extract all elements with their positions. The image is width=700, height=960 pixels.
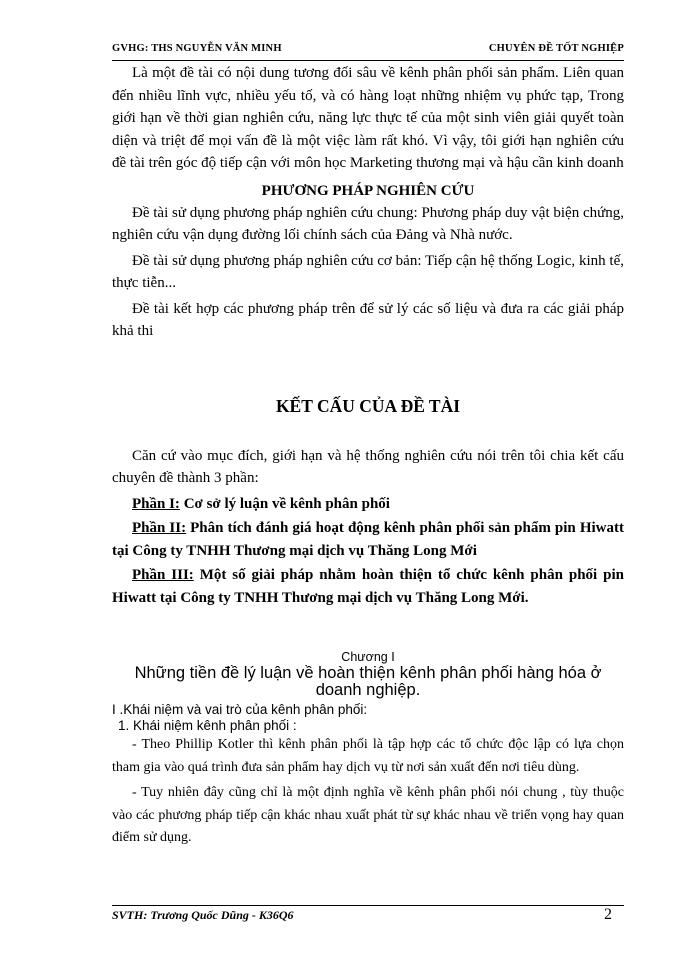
definition-paragraph-2: - Tuy nhiên đây cũng chỉ là một định nghĩa về kênh phân phối nói chung , tùy thuộc vào các phương pháp tiếp cận khác nhau xuất phát từ sự khác nhau về triển vọng hay quan điểm sử dụng. bbox=[112, 785, 624, 845]
header-advisor: GVHG: THS NGUYỄN VĂN MINH bbox=[112, 43, 282, 54]
footer-rule bbox=[112, 905, 624, 906]
part-3-text: Một số giải pháp nhằm hoàn thiện tổ chức kênh phân phối pin Hiwatt tại Công ty TNHH Thương mại dịch vụ Thăng Long Mới. bbox=[112, 567, 624, 606]
page-header bbox=[112, 43, 624, 59]
header-rule bbox=[112, 60, 624, 61]
method-heading: PHƯƠNG PHÁP NGHIÊN CỨU bbox=[261, 182, 475, 199]
section-heading: I .Khái niệm và vai trò của kênh phân phối: bbox=[112, 702, 368, 717]
structure-heading: KẾT CẤU CỦA ĐỀ TÀI bbox=[275, 395, 461, 416]
part-3-label: Phần III: bbox=[132, 567, 194, 583]
part-1-label: Phần I: bbox=[132, 495, 180, 512]
part-1-text: Cơ sở lý luận về kênh phân phối bbox=[179, 495, 390, 512]
method-paragraph-3: Đề tài kết hợp các phương pháp trên để sử lý các số liệu và đưa ra các giải pháp khả thi bbox=[112, 300, 624, 339]
structure-intro: Căn cứ vào mục đích, giới hạn và hệ thống nghiên cứu nói trên tôi chia kết cấu chuyên đề thành 3 phần: bbox=[112, 447, 624, 486]
header-doc-type: CHUYÊN ĐỀ TỐT NGHIỆP bbox=[488, 43, 624, 54]
page-number: 2 bbox=[604, 906, 612, 923]
part-2-text: Phân tích đánh giá hoạt động kênh phân phối sản phẩm pin Hiwatt tại Công ty TNHH Thương mại dịch vụ Thăng Long Mới bbox=[112, 520, 624, 559]
part-3 bbox=[112, 564, 624, 609]
page-body bbox=[112, 62, 624, 850]
chapter-title: Chương I bbox=[341, 650, 395, 664]
part-2-label: Phần II: bbox=[132, 520, 187, 536]
method-paragraph-1: Đề tài sử dụng phương pháp nghiên cứu chung: Phương pháp duy vật biện chứng, nghiên cứu vận dụng đường lối chính sách của Đảng và Nhà nước. bbox=[112, 204, 624, 243]
footer-student: SVTH: Trương Quốc Dũng - K36Q6 bbox=[112, 908, 294, 922]
definition-paragraph-1: - Theo Phillip Kotler thì kênh phân phối là tập hợp các tổ chức độc lập có lựa chọn tham gia vào quá trình đưa sản phẩm hay dịch vụ từ nơi sản xuất đến nơi tiêu dùng. bbox=[112, 737, 624, 775]
intro-paragraph: Là một đề tài có nội dung tương đối sâu về kênh phân phối sản phẩm. Liên quan đến nhiều lĩnh vực, nhiều yếu tố, và có hàng loạt những nhiệm vụ phức tạp, Trong giới hạn về thời gian nghiên cứu, năng lực thực tế của một sinh viên giải quyết toàn diện và triệt để mọi vấn đề là một việc làm rất khó. Vì vậy, tôi giới hạn nghiên cứu đề tài trên góc độ tiếp cận với môn học Marketing thương mại và hậu cần kinh doanh bbox=[112, 65, 624, 171]
part-2 bbox=[112, 517, 624, 562]
chapter-subtitle: Những tiền đề lý luận về hoàn thiện kênh phân phối hàng hóa ở doanh nghiệp. bbox=[134, 664, 602, 699]
method-paragraph-2: Đề tài sử dụng phương pháp nghiên cứu cơ bản: Tiếp cận hệ thống Logic, kinh tế, thực tiễn... bbox=[112, 252, 624, 291]
subsection-heading: 1. Khái niệm kênh phân phối : bbox=[118, 718, 297, 733]
part-1 bbox=[112, 493, 624, 516]
